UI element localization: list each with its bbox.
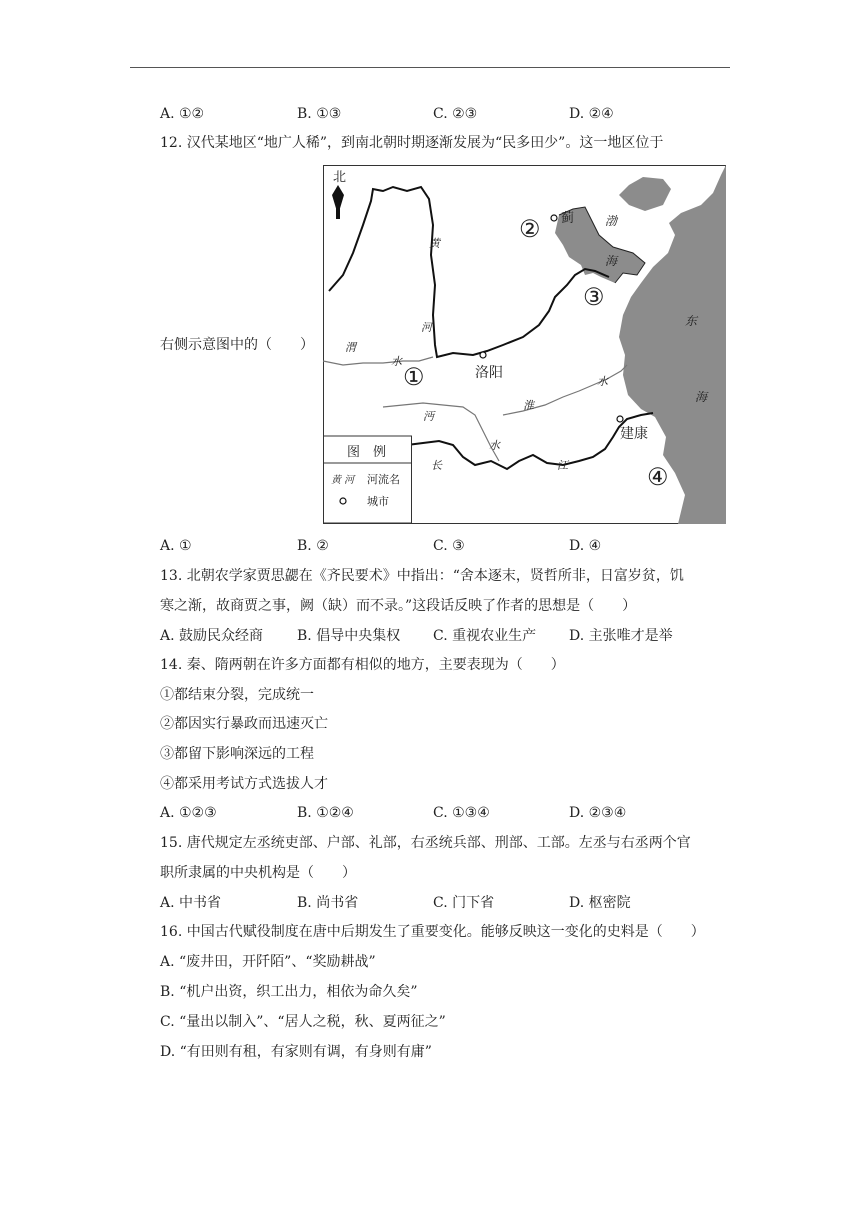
legend-river-sample: 黄 河 bbox=[331, 475, 355, 486]
river-label-wei2: 水 bbox=[391, 355, 402, 368]
q11-options bbox=[160, 104, 730, 124]
q13-option-a[interactable]: A. 鼓励民众经商 bbox=[160, 628, 264, 644]
river-label-huang1: 黄 bbox=[429, 237, 440, 250]
q13-option-c[interactable]: C. 重视农业生产 bbox=[433, 628, 537, 644]
q14-option-a[interactable]: A. ①②③ bbox=[160, 805, 217, 821]
q15-option-a[interactable]: A. 中书省 bbox=[160, 895, 222, 911]
q13-stem-line2: 寒之渐，故商贾之事，阙（缺）而不录。”这段话反映了作者的思想是（ ） bbox=[160, 598, 637, 614]
q12-stem: 12. 汉代某地区“地广人稀”，到南北朝时期逐渐发展为“民多田少”。这一地区位于 bbox=[160, 135, 664, 151]
q16-option-b[interactable]: B. “机户出资，织工出力，相依为命久矣” bbox=[160, 984, 418, 1000]
q14-item-3: ③都留下影响深远的工程 bbox=[160, 746, 314, 762]
sea-label-bo1: 渤 bbox=[605, 214, 618, 228]
q14-item-2: ②都因实行暴政而迅速灭亡 bbox=[160, 716, 328, 732]
city-ji-dot bbox=[551, 215, 557, 221]
q11-option-c[interactable]: C. ②③ bbox=[433, 106, 478, 122]
q14-option-d[interactable]: D. ②③④ bbox=[569, 805, 627, 821]
legend-city-label: 城市 bbox=[367, 495, 389, 508]
city-ji: 蓟 bbox=[561, 211, 575, 226]
q15-option-d[interactable]: D. 枢密院 bbox=[569, 895, 631, 911]
q11-option-b[interactable]: B. ①③ bbox=[297, 106, 342, 122]
q16-option-a[interactable]: A. “废井田，开阡陌”、“奖励耕战” bbox=[160, 954, 376, 970]
q12-option-a[interactable]: A. ① bbox=[160, 538, 192, 554]
q13-stem-line1: 13. 北朝农学家贾思勰在《齐民要术》中指出：“舍本逐末，贤哲所非，日富岁贫，饥 bbox=[160, 568, 684, 584]
q12-option-b[interactable]: B. ② bbox=[297, 538, 329, 554]
legend-title: 图 例 bbox=[347, 445, 387, 460]
river-label-chang2: 江 bbox=[557, 459, 568, 472]
q14-options bbox=[160, 803, 730, 823]
header-rule bbox=[130, 67, 730, 68]
sea-label-bo2: 海 bbox=[605, 254, 618, 268]
sea-label-dong2: 海 bbox=[695, 390, 708, 404]
q14-option-c[interactable]: C. ①③④ bbox=[433, 805, 490, 821]
city-luoyang: 洛阳 bbox=[475, 365, 503, 381]
q15-option-c[interactable]: C. 门下省 bbox=[433, 895, 495, 911]
q12-options bbox=[160, 536, 730, 556]
q14-option-b[interactable]: B. ①②④ bbox=[297, 805, 354, 821]
q16-option-c[interactable]: C. “量出以制入”、“居人之税，秋、夏两征之” bbox=[160, 1014, 446, 1030]
q11-option-a[interactable]: A. ①② bbox=[160, 106, 205, 122]
sea-label-dong1: 东 bbox=[685, 314, 698, 328]
city-jiankang-dot bbox=[617, 416, 623, 422]
q12-map bbox=[323, 165, 726, 524]
river-label-huai1: 淮 bbox=[523, 399, 534, 412]
q13-option-b[interactable]: B. 倡导中央集权 bbox=[297, 628, 401, 644]
q15-option-b[interactable]: B. 尚书省 bbox=[297, 895, 359, 911]
river-label-mian2: 水 bbox=[489, 439, 500, 452]
river-label-mian1: 沔 bbox=[423, 410, 434, 423]
city-luoyang-dot bbox=[480, 352, 486, 358]
q13-option-d[interactable]: D. 主张唯才是举 bbox=[569, 628, 673, 644]
q15-stem-line1: 15. 唐代规定左丞统吏部、户部、礼部，右丞统兵部、刑部、工部。左丞与右丞两个官 bbox=[160, 835, 691, 851]
q11-option-d[interactable]: D. ②④ bbox=[569, 106, 614, 122]
q12-option-d[interactable]: D. ④ bbox=[569, 538, 602, 554]
q16-stem: 16. 中国古代赋役制度在唐中后期发生了重要变化。能够反映这一变化的史料是（ ） bbox=[160, 924, 705, 940]
q14-stem: 14. 秦、隋两朝在许多方面都有相似的地方，主要表现为（ ） bbox=[160, 657, 565, 673]
q15-options bbox=[160, 893, 730, 913]
river-label-chang1: 长 bbox=[431, 459, 442, 472]
legend-river-label: 河流名 bbox=[367, 473, 400, 486]
q16-option-d[interactable]: D. “有田则有租，有家则有调，有身则有庸” bbox=[160, 1044, 432, 1060]
river-label-huai2: 水 bbox=[597, 375, 608, 388]
marker-3: ③ bbox=[583, 283, 605, 311]
river-label-huang2: 河 bbox=[421, 321, 432, 334]
q13-options bbox=[160, 626, 730, 646]
legend-city-dot bbox=[340, 498, 346, 504]
q14-item-1: ①都结束分裂，完成统一 bbox=[160, 687, 314, 703]
marker-1: ① bbox=[403, 363, 425, 391]
q12-stem-cont: 右侧示意图中的（ ） bbox=[160, 337, 314, 353]
north-label: 北 bbox=[333, 170, 347, 185]
q12-option-c[interactable]: C. ③ bbox=[433, 538, 465, 554]
city-jiankang: 建康 bbox=[620, 426, 648, 442]
river-label-wei1: 渭 bbox=[345, 341, 356, 354]
marker-2: ② bbox=[519, 215, 541, 243]
q15-stem-line2: 职所隶属的中央机构是（ ） bbox=[160, 865, 356, 881]
q14-item-4: ④都采用考试方式选拔人才 bbox=[160, 776, 328, 792]
marker-4: ④ bbox=[647, 463, 669, 491]
